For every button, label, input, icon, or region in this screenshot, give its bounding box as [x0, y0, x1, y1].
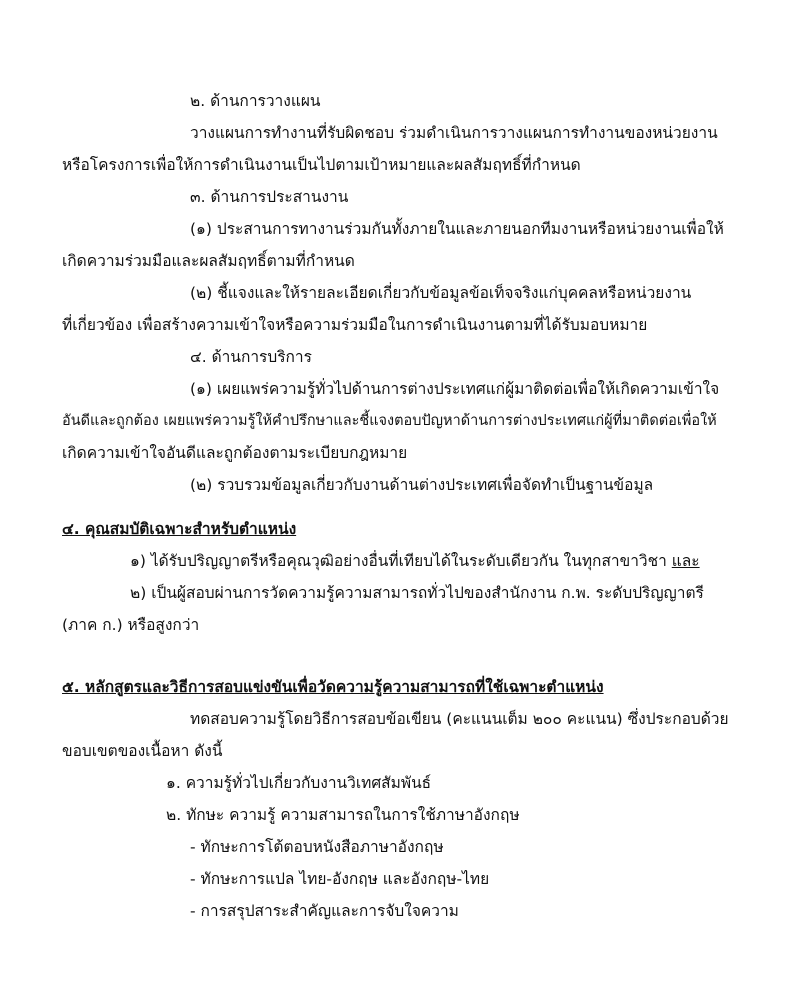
coordination-heading: ๓. ด้านการประสานงาน: [190, 188, 349, 206]
planning-line-1: วางแผนการทำงานที่รับผิดชอบ ร่วมดำเนินการวางแผนการทำงานของหน่วยงาน: [190, 124, 718, 142]
exam-heading: ๕. หลักสูตรและวิธีการสอบแข่งขันเพื่อวัดความรู้ความสามารถที่ใช้เฉพาะตำแหน่ง: [62, 678, 604, 696]
exam-intro-line-1: ทดสอบความรู้โดยวิธีการสอบข้อเขียน (คะแนนเต็ม ๒๐๐ คะแนน) ซึ่งประกอบด้วย: [190, 710, 729, 728]
service-item1-line-2: อันดีและถูกต้อง เผยแพร่ความรู้ให้คำปรึกษาและชี้แจงตอบปัญหาด้านการต่างประเทศแก่ผู้ที่มาติดต่อเพื่อให้: [62, 413, 717, 429]
service-item1-line-1: (๑) เผยแพร่ความรู้ทั่วไปด้านการต่างประเทศแก่ผู้มาติดต่อเพื่อให้เกิดความเข้าใจ: [190, 380, 720, 398]
coordination-item2-line-2: ที่เกี่ยวข้อง เพื่อสร้างความเข้าใจหรือความร่วมมือในการดำเนินงานตามที่ได้รับมอบหมาย: [62, 316, 648, 334]
service-heading: ๔. ด้านการบริการ: [190, 348, 312, 366]
exam-item-2: ๒. ทักษะ ความรู้ ความสามารถในการใช้ภาษาอังกฤษ: [166, 806, 520, 824]
planning-heading: ๒. ด้านการวางแผน: [190, 92, 321, 110]
exam-sub-item-2: - ทักษะการแปล ไทย-อังกฤษ และอังกฤษ-ไทย: [190, 870, 490, 888]
planning-line-2: หรือโครงการเพื่อให้การดำเนินงานเป็นไปตามเป้าหมายและผลสัมฤทธิ์ที่กำหนด: [62, 156, 581, 174]
coordination-item1-line-2: เกิดความร่วมมือและผลสัมฤทธิ์ตามที่กำหนด: [62, 252, 355, 270]
coordination-item1-line-1: (๑) ประสานการทางานร่วมกันทั้งภายในและภายนอกทีมงานหรือหน่วยงานเพื่อให้: [190, 220, 724, 238]
exam-intro-line-2: ขอบเขตของเนื้อหา ดังนี้: [62, 742, 223, 760]
coordination-item2-line-1: (๒) ชี้แจงและให้รายละเอียดเกี่ยวกับข้อมูลข้อเท็จจริงแก่บุคคลหรือหน่วยงาน: [190, 284, 692, 302]
service-item1-line-3: เกิดความเข้าใจอันดีและถูกต้องตามระเบียบกฎหมาย: [62, 444, 408, 462]
qualification-item-1: [130, 550, 700, 572]
service-item2-line-1: (๒) รวบรวมข้อมูลเกี่ยวกับงานด้านต่างประเทศเพื่อจัดทำเป็นฐานข้อมูล: [190, 476, 654, 494]
qualification-item-2-line-2: (ภาค ก.) หรือสูงกว่า: [62, 616, 200, 634]
exam-item-1: ๑. ความรู้ทั่วไปเกี่ยวกับงานวิเทศสัมพันธ์: [166, 774, 432, 792]
qualification-item-1-text: ๑) ได้รับปริญญาตรีหรือคุณวุฒิอย่างอื่นที่เทียบได้ในระดับเดียวกัน ในทุกสาขาวิชา: [130, 552, 672, 570]
exam-sub-item-1: - ทักษะการโต้ตอบหนังสือภาษาอังกฤษ: [190, 838, 444, 856]
qualifications-heading: ๔. คุณสมบัติเฉพาะสำหรับตำแหน่ง: [62, 520, 297, 538]
qualification-and-word: และ: [671, 552, 700, 570]
qualification-item-2-line-1: ๒) เป็นผู้สอบผ่านการวัดความรู้ความสามารถทั่วไปของสำนักงาน ก.พ. ระดับปริญญาตรี: [130, 584, 704, 602]
exam-sub-item-3: - การสรุปสาระสำคัญและการจับใจความ: [190, 902, 459, 920]
